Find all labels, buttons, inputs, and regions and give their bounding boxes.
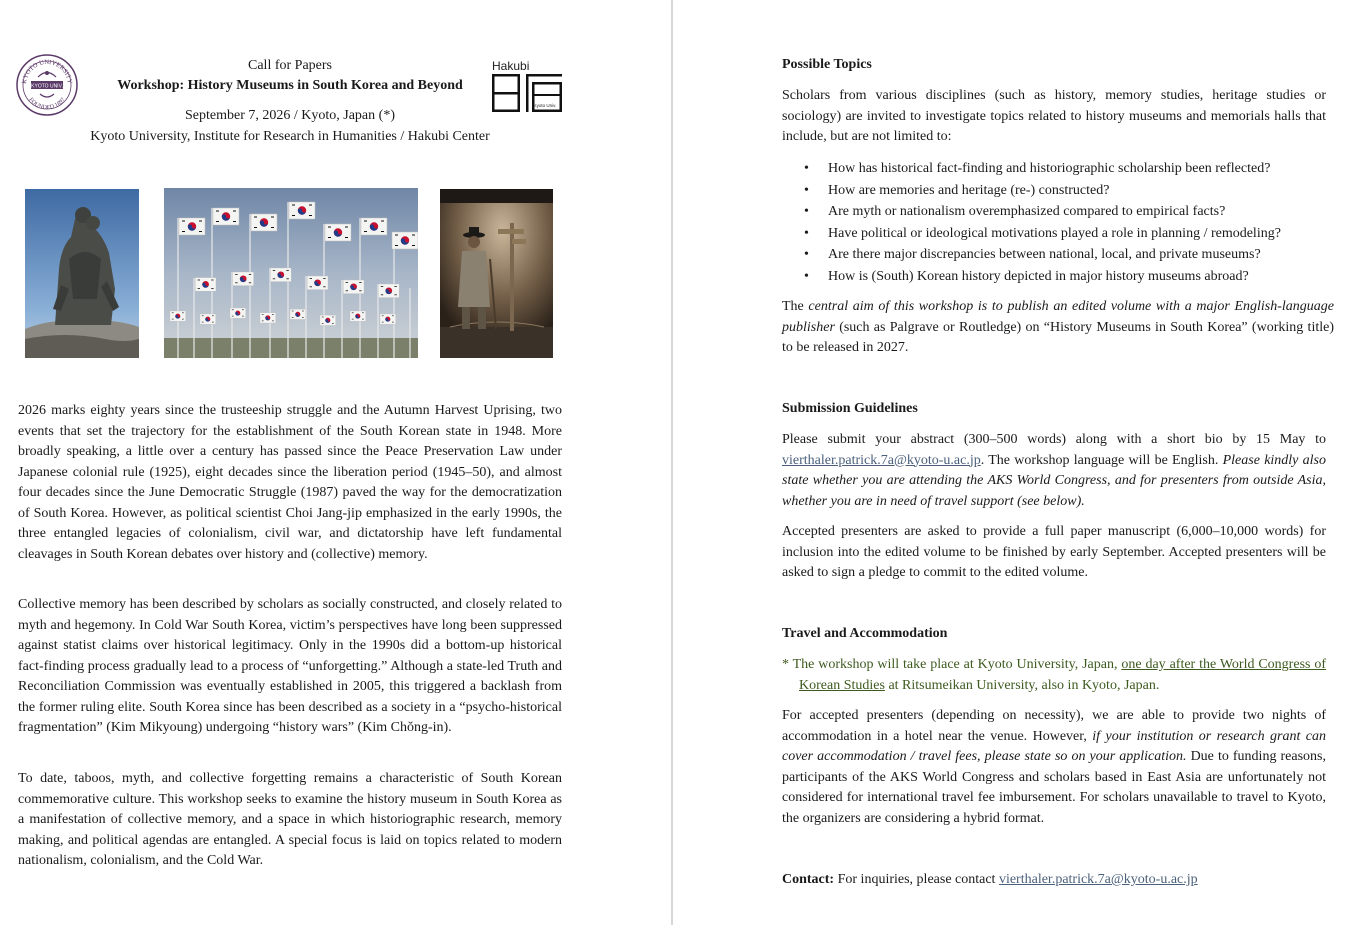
attendance-request: Please kindly also state whether you are attending the AKS World Congress, and for presenters from outside Asia, whether you are in need of travel support (see below).	[782, 452, 1326, 509]
topics-intro: Scholars from various disciplines (such as history, memory studies, heritage studies or sociology) are invited to investigate topics related to history museums and memorials halls that include, but are not limited to:	[782, 88, 1326, 144]
submission-email-link[interactable]: vierthaler.patrick.7a@kyoto-u.ac.jp	[782, 452, 981, 468]
funding-request: if your institution or research grant can cover accommodation / travel fees, please state so on your application.	[782, 728, 1326, 764]
svg-text:Hakubi: Hakubi	[492, 59, 530, 73]
svg-text:Kyoto Univ.: Kyoto Univ.	[533, 103, 557, 108]
intro-paragraph-3: To date, taboos, myth, and collective forgetting remains a characteristic of South Korean commemorative culture. This workshop seeks to examine the history museum in South Korea as a manifestation of collective memory, and a space in which historiographic research, memory making, and political agendas are entangled. A special focus is laid on topics related to modern nationalism, colonialism, and the Cold War.	[18, 771, 562, 868]
workshop-title: Workshop: History Museums in South Korea and Beyond	[117, 78, 463, 93]
contact-email-link[interactable]: vierthaler.patrick.7a@kyoto-u.ac.jp	[998, 872, 1198, 887]
call-for-papers-label: Call for Papers	[248, 58, 332, 73]
organizing-institution: Kyoto University, Institute for Research in Humanities / Hakubi Center	[90, 129, 490, 144]
contact-label: Contact:	[782, 872, 835, 887]
possible-topics-heading: Possible Topics	[782, 57, 872, 72]
manuscript-requirements: Accepted presenters are asked to provide a full paper manuscript (6,000–10,000 words) for inclusion into the edited volume to be finished by early September. Accepted presenters will be asked to sign a pledge to commit to the edited volume.	[782, 524, 1326, 580]
right-page	[673, 0, 1371, 925]
travel-heading: Travel and Accommodation	[782, 626, 948, 641]
workshop-date: September 7, 2026 / Kyoto, Japan (*)	[185, 108, 395, 123]
museum-exhibit-photo	[440, 189, 553, 358]
workshop-aim: The central aim of this workshop is to publish an edited volume with a major English-language publisher (such as Palgrave or Routledge) on “History Museums in South Korea” (working title) to be released in 2027.	[782, 299, 1335, 355]
submission-instructions: Please submit your abstract (300–500 words) along with a short bio by 15 May to vierthaler.patrick.7a@kyoto-u.ac.jp. The workshop language will be English. Please kindly also state whether you are attending the AKS World Congress, and for presenters from outside Asia, whether you are in need of travel support (see below).	[782, 432, 1326, 509]
venue-note: * The workshop will take place at Kyoto University, Japan, one day after the World Congress of Korean Studies at Ritsumeikan University, also in Kyoto, Japan.	[782, 657, 1327, 693]
world-congress-link[interactable]: one day after the World Congress of Korean Studies	[799, 657, 1327, 693]
korean-flags-photo	[164, 188, 418, 358]
list-item: • Are myth or nationalism overemphasized compared to empirical facts?	[782, 201, 1342, 223]
list-item: • How is (South) Korean history depicted in major history museums abroad?	[782, 266, 1342, 288]
intro-paragraph-1: 2026 marks eighty years since the trusteeship struggle and the Autumn Harvest Uprising, two events that set the trajectory for the establishment of the South Korean state in 1948. More broadly speaking, a little over a century has passed since the Peace Preservation Law under Japanese colonial rule (1925), eight decades since the liberation period (1945–50), and almost four decades since the June Democratic Struggle (1987) paved the way for the democratization of South Korea. However, as political scientist Choi Jang-jip emphasized in the early 1990s, the three entangled legacies of colonialism, civil war, and dictatorship have left fundamental cleavages in South Korean debates over history and (collective) memory.	[18, 403, 562, 562]
statue-photo	[25, 189, 139, 358]
left-page	[0, 0, 671, 925]
svg-text:KYOTO UNIVERSITY: KYOTO UNIVERSITY	[20, 58, 74, 85]
accommodation-paragraph: For accepted presenters (depending on necessity), we are able to provide two nights of accommodation in a hotel near the venue. However, if your institution or research grant can cover accommodation / travel fees, please state so on your application. Due to funding reasons, participants of the AKS World Congress and scholars based in East Asia are unfortunately not considered for international travel fee imbursement. For scholars unavailable to travel to Kyoto, the organizers are considering a hybrid format.	[782, 708, 1326, 826]
submission-guidelines-heading: Submission Guidelines	[782, 401, 918, 416]
list-item: • Are there major discrepancies between national, local, and private museums?	[782, 244, 1342, 266]
contact-line: Contact: For inquiries, please contact vierthaler.patrick.7a@kyoto-u.ac.jp	[782, 872, 1198, 887]
list-item: • How are memories and heritage (re-) constructed?	[782, 180, 1342, 202]
svg-text:FOUNDED 1897: FOUNDED 1897	[27, 97, 67, 112]
list-item: • Have political or ideological motivations played a role in planning / remodeling?	[782, 223, 1342, 245]
aim-emphasis: central aim of this workshop is to publish an edited volume with a major English-language publisher	[782, 299, 1335, 335]
svg-text:KYOTO UNIV.: KYOTO UNIV.	[31, 83, 63, 90]
list-item: • How has historical fact-finding and historiographic scholarship been reflected?	[782, 158, 1342, 180]
intro-paragraph-2: Collective memory has been described by scholars as socially constructed, and closely related to myth and hegemony. In Cold War South Korea, victim’s perspectives have long been suppressed against statist claims over historical legitimacy. Only in the 1990s did a bottom-up historical fact-finding process gradually lead to a process of “unforgetting.” Although a state-led Truth and Reconciliation Commission was eventually established in 2005, this triggered a backlash from the former ruling elite. South Korea since has been described as a society in a “psycho-historical fragmentation” (Kim Mikyoung) undergoing “history wars” (Kim Chŏng-in).	[18, 597, 562, 735]
topics-list	[782, 158, 1342, 287]
